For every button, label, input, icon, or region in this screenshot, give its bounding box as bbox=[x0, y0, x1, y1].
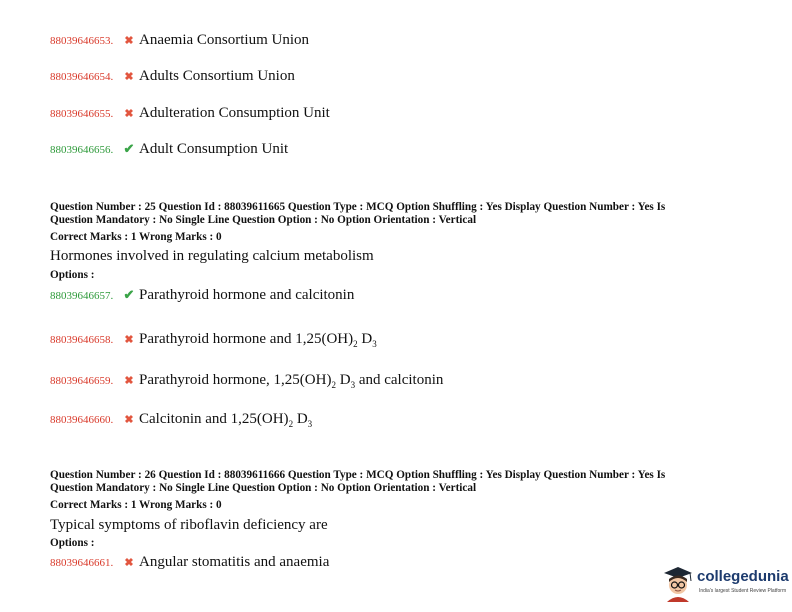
question-text: Hormones involved in regulating calcium metabolism bbox=[50, 248, 374, 264]
option-text: Adults Consortium Union bbox=[139, 68, 295, 84]
cross-icon: ✖ bbox=[124, 108, 134, 120]
question-meta bbox=[50, 469, 740, 495]
cross-icon: ✖ bbox=[124, 557, 134, 569]
option-row bbox=[50, 105, 330, 122]
option-text: Parathyroid hormone and $1,25(OH)_2$ $D_3$ bbox=[139, 331, 377, 349]
collegedunia-logo bbox=[661, 562, 791, 606]
option-id: 88039646656. bbox=[50, 144, 114, 156]
cross-icon: ✖ bbox=[124, 35, 134, 47]
option-id: 88039646658. bbox=[50, 334, 114, 346]
option-row bbox=[50, 372, 443, 390]
check-icon: ✔ bbox=[123, 287, 135, 302]
check-icon: ✔ bbox=[123, 141, 135, 156]
brand-tagline: India's largest Student Review Platform bbox=[699, 588, 787, 594]
option-id: 88039646659. bbox=[50, 375, 114, 387]
option-row bbox=[50, 287, 354, 304]
option-id: 88039646653. bbox=[50, 35, 114, 47]
question-marks: Correct Marks : 1 Wrong Marks : 0 bbox=[50, 499, 222, 511]
option-row bbox=[50, 411, 312, 429]
brand-name: collegedunia bbox=[697, 568, 789, 585]
meta-line: Question Mandatory : No Single Line Question Option : No Option Orientation : Vertical bbox=[50, 214, 477, 226]
option-id: 88039646655. bbox=[50, 108, 114, 120]
option-id: 88039646661. bbox=[50, 557, 114, 569]
option-id: 88039646654. bbox=[50, 71, 114, 83]
cross-icon: ✖ bbox=[124, 414, 134, 426]
option-id: 88039646660. bbox=[50, 414, 114, 426]
question-meta bbox=[50, 201, 740, 227]
option-row bbox=[50, 554, 329, 571]
option-text: Angular stomatitis and anaemia bbox=[139, 554, 330, 570]
option-id: 88039646657. bbox=[50, 290, 114, 302]
cross-icon: ✖ bbox=[124, 334, 134, 346]
option-text: Parathyroid hormone, $1,25(OH)_2$ $D_3$ and calcitonin bbox=[139, 372, 444, 390]
option-row bbox=[50, 331, 377, 349]
option-text: Anaemia Consortium Union bbox=[139, 32, 309, 48]
option-text: Adult Consumption Unit bbox=[139, 141, 289, 157]
options-label: Options : bbox=[50, 269, 95, 281]
meta-line: Question Number : 25 Question Id : 88039611665 Question Type : MCQ Option Shuffling : Yes Display Question Number : Yes Is bbox=[50, 201, 666, 213]
option-row bbox=[50, 32, 309, 49]
option-row bbox=[50, 141, 288, 158]
cross-icon: ✖ bbox=[124, 71, 134, 83]
question-marks: Correct Marks : 1 Wrong Marks : 0 bbox=[50, 231, 222, 243]
option-text: Adulteration Consumption Unit bbox=[139, 105, 330, 121]
meta-line: Question Number : 26 Question Id : 88039611666 Question Type : MCQ Option Shuffling : Yes Display Question Number : Yes Is bbox=[50, 469, 666, 481]
cross-icon: ✖ bbox=[124, 375, 134, 387]
option-row bbox=[50, 68, 295, 85]
option-text: Calcitonin and $1,25(OH)_2$ $D_3$ bbox=[139, 411, 313, 429]
question-text: Typical symptoms of riboflavin deficiency are bbox=[50, 517, 328, 533]
option-text: Parathyroid hormone and calcitonin bbox=[139, 287, 355, 303]
mascot-icon bbox=[661, 564, 695, 602]
meta-line: Question Mandatory : No Single Line Question Option : No Option Orientation : Vertical bbox=[50, 482, 477, 494]
options-label: Options : bbox=[50, 537, 95, 549]
